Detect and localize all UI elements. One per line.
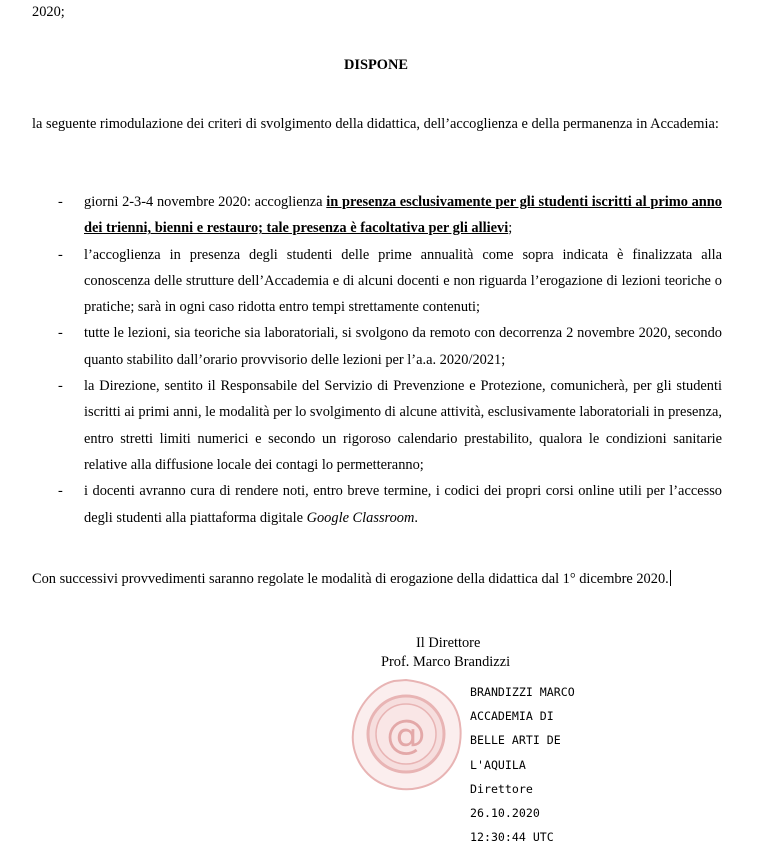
closing-paragraph — [32, 570, 732, 588]
signature-title: Il Direttore — [416, 635, 481, 651]
bullet-dash: - — [58, 483, 63, 500]
item-text: giorni 2-3-4 novembre 2020: accoglienza — [84, 194, 327, 210]
intro-paragraph: la seguente rimodulazione dei criteri di svolgimento della didattica, dell’accoglienza e della permanenza in Accademia: — [32, 116, 719, 132]
item-italic: Google Classroom — [306, 509, 415, 526]
list-item — [32, 478, 722, 531]
bullet-dash: - — [58, 325, 63, 342]
bullet-dash: - — [58, 194, 63, 210]
section-heading: DISPONE — [344, 57, 408, 73]
digital-signature-line: 26.10.2020 — [470, 806, 540, 821]
text-cursor — [670, 570, 671, 586]
list-item — [32, 320, 722, 373]
digital-signature-line: Direttore — [470, 781, 533, 796]
item-text: la Direzione, sentito il Responsabile del Servizio di Prevenzione e Protezione, comunicherà, per gli studenti iscritti ai primi anni, le modalità per lo svolgimento di alcune attività, esclusivamente laboratoriali in presenza, entro stretti limiti numerici e secondo un rigoroso calendario prestabilito, qualora le condizioni sanitarie relative alla diffusione locale dei contagi lo permetteranno; — [84, 378, 722, 473]
list-item — [32, 189, 722, 242]
digital-signature-line: BELLE ARTI DE — [470, 733, 561, 748]
digital-signature-block — [470, 674, 575, 855]
list-item — [32, 373, 722, 478]
item-text: l’accoglienza in presenza degli studenti delle prime annualità come sopra indicata è finalizzata alla conoscenza delle strutture dell’Accademia e di alcuni docenti e non riguarda l’erogazione di lezioni teoriche o pratiche; sarà in ogni caso ridotta entro tempi strettamente contenuti; — [84, 246, 722, 316]
digital-signature-line: ACCADEMIA DI — [470, 709, 554, 724]
bullet-dash: - — [58, 378, 63, 395]
digital-signature-line: L'AQUILA — [470, 757, 526, 772]
signature-name: Prof. Marco Brandizzi — [381, 654, 511, 670]
item-text-end: . — [414, 509, 419, 526]
closing-text: Con successivi provvedimenti saranno regolate le modalità di erogazione della didattica dal 1° dicembre 2020. — [32, 571, 669, 587]
digital-signature-line: 12:30:44 UTC — [470, 830, 554, 845]
wax-seal-icon — [348, 676, 464, 792]
svg-text:@: @ — [386, 712, 426, 758]
provisions-list — [32, 189, 722, 531]
bullet-dash: - — [58, 246, 63, 263]
previous-page-fragment: 2020; — [32, 4, 65, 20]
item-text: i docenti avranno cura di rendere noti, entro breve termine, i codici dei propri corsi online utili per l’accesso degli studenti alla piattaforma digitale — [84, 483, 722, 526]
item-emphasis: in presenza esclusivamente per gli studenti iscritti al primo anno dei trienni, bienni e restauro; tale presenza è facoltativa per gli allievi — [84, 194, 722, 237]
digital-signature-line: BRANDIZZI MARCO — [470, 685, 575, 700]
list-item — [32, 242, 722, 321]
item-text: tutte le lezioni, sia teoriche sia laboratoriali, si svolgono da remoto con decorrenza 2 novembre 2020, secondo quanto stabilito dall’orario provvisorio delle lezioni per l’a.a. 2020/2021; — [84, 325, 722, 368]
item-text-end: ; — [508, 220, 513, 237]
